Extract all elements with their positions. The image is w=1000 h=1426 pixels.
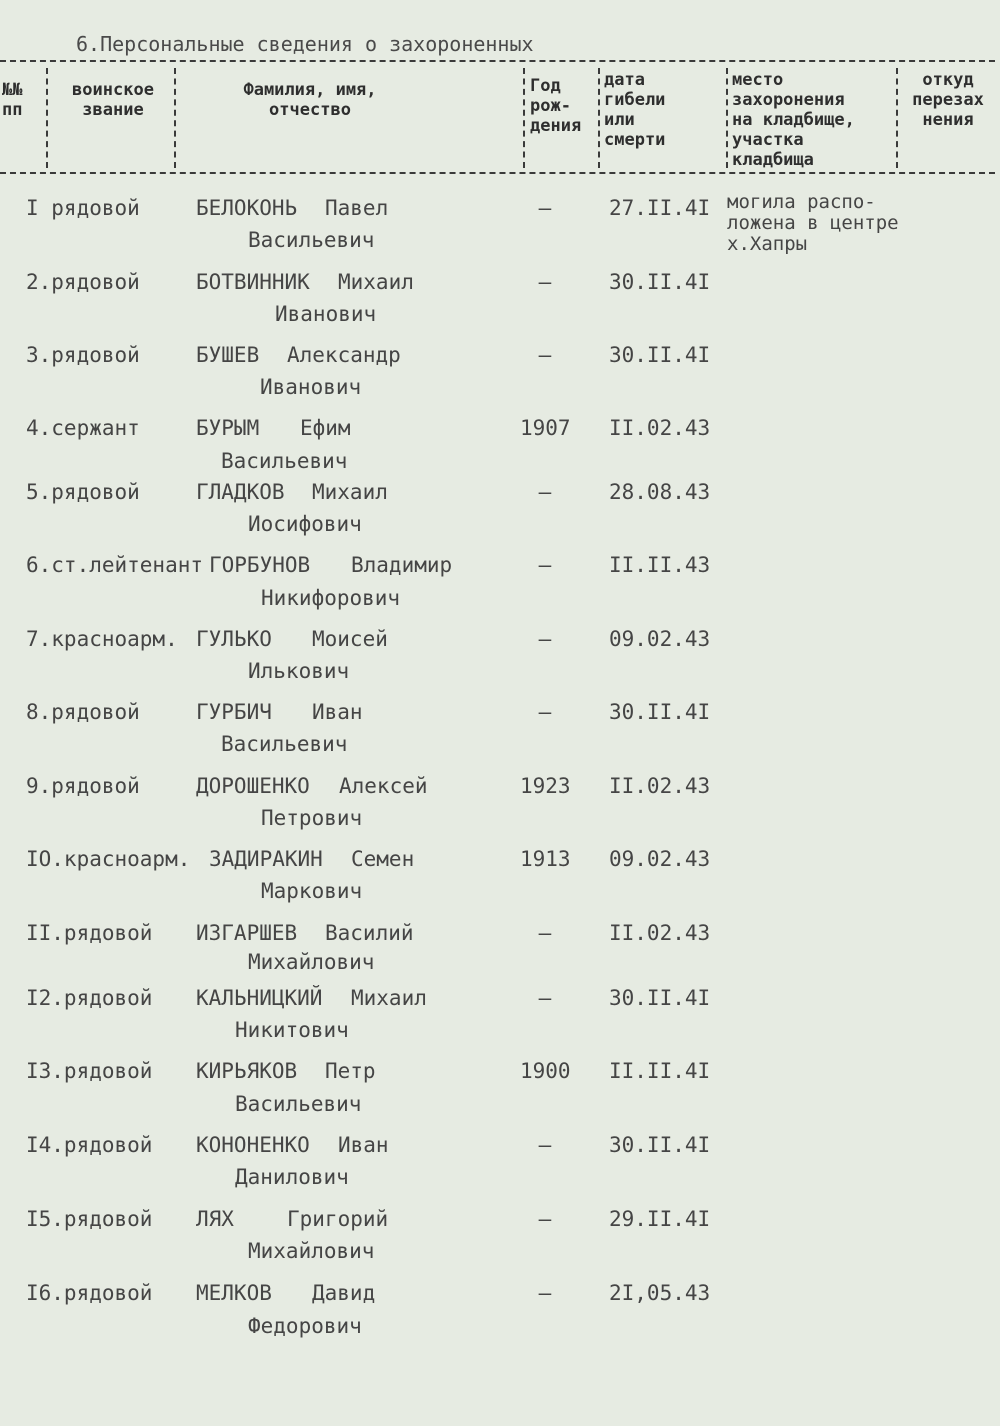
record-death-date: 30.II.4I [609,343,711,367]
record-surname: ДОРОШЕНКО [196,774,310,798]
record-death-date: II.II.43 [609,553,711,577]
record-birth-year: 1900 [520,1059,571,1083]
record-surname: ГУЛЬКО [196,627,272,651]
section-title: 6.Персональные сведения о захороненных [76,32,534,56]
header-name: Фамилия, имя, отчество [243,80,377,120]
record-death-date: II.02.43 [609,921,711,945]
record-death-date: II.02.43 [609,774,711,798]
record-surname: КАЛЬНИЦКИЙ [196,986,323,1010]
record-birth-year: – [538,553,552,577]
record-number-rank: I5.рядовой [26,1207,153,1231]
record-first-name: Василий [325,921,414,945]
record-number-rank: 3.рядовой [26,343,140,367]
record-first-name: Михаил [338,270,414,294]
record-death-date: 09.02.43 [609,847,711,871]
header-death-date: дата гибели или смерти [604,70,666,150]
column-separator [726,68,728,168]
record-number-rank: I4.рядовой [26,1133,153,1157]
record-birth-year: – [538,921,552,945]
record-death-date: 30.II.4I [609,270,711,294]
record-patronymic: Никифорович [261,586,401,610]
record-number-rank: 8.рядовой [26,700,140,724]
record-surname: ЛЯХ [196,1207,234,1231]
record-number-rank: II.рядовой [26,921,153,945]
record-patronymic: Васильевич [221,732,348,756]
record-patronymic: Федорович [248,1314,362,1338]
record-number-rank: I2.рядовой [26,986,153,1010]
record-first-name: Павел [325,196,389,220]
header-rank: воинское звание [72,80,154,120]
record-death-date: 27.II.4I [609,196,711,220]
record-birth-year: 1907 [520,416,571,440]
record-death-date: II.02.43 [609,416,711,440]
record-patronymic: Иванович [260,375,362,399]
header-reburied-from: откуд перезах нения [912,70,984,130]
record-patronymic: Васильевич [235,1092,362,1116]
record-patronymic: Маркович [261,879,363,903]
column-separator [46,68,48,168]
record-surname: БОТВИННИК [196,270,310,294]
record-birth-year: – [538,343,552,367]
column-separator [174,68,176,168]
record-death-date: 2I,05.43 [609,1281,711,1305]
record-first-name: Иван [338,1133,389,1157]
record-first-name: Давид [312,1281,376,1305]
record-number-rank: I6.рядовой [26,1281,153,1305]
column-separator [896,68,898,168]
record-first-name: Петр [325,1059,376,1083]
record-first-name: Владимир [351,553,453,577]
record-patronymic: Иосифович [248,512,362,536]
record-patronymic: Иванович [275,302,377,326]
record-number-rank: I3.рядовой [26,1059,153,1083]
record-birth-year: – [538,196,552,220]
record-patronymic: Михайлович [248,1239,375,1263]
record-birth-year: 1923 [520,774,571,798]
record-number-rank: 9.рядовой [26,774,140,798]
record-patronymic: Михайлович [248,950,375,974]
record-surname: ГЛАДКОВ [196,480,285,504]
record-patronymic: Васильевич [248,228,375,252]
record-surname: МЕЛКОВ [196,1281,272,1305]
record-death-date: 28.08.43 [609,480,711,504]
header-burial-place: место захоронения на кладбище, участка кладбища [732,70,855,170]
record-first-name: Моисей [312,627,388,651]
record-number-rank: 6.ст.лейтенант [26,553,204,577]
record-surname: БУРЫМ [196,416,260,440]
record-first-name: Михаил [312,480,388,504]
record-birth-year: – [538,480,552,504]
record-number-rank: IO.красноарм. [26,847,191,871]
record-death-date: 30.II.4I [609,986,711,1010]
record-first-name: Ефим [300,416,351,440]
record-number-rank: 5.рядовой [26,480,140,504]
record-birth-year: – [538,270,552,294]
record-first-name: Михаил [351,986,427,1010]
record-patronymic: Данилович [235,1165,349,1189]
record-birth-year: – [538,1207,552,1231]
record-surname: ЗАДИРАКИН [209,847,323,871]
record-birth-year: – [538,627,552,651]
record-death-date: 30.II.4I [609,700,711,724]
record-birth-year: – [538,986,552,1010]
record-death-date: 29.II.4I [609,1207,711,1231]
record-surname: КИРЬЯКОВ [196,1059,298,1083]
record-number-rank: 2.рядовой [26,270,140,294]
record-surname: ИЗГАРШЕВ [196,921,298,945]
record-surname: КОНОНЕНКО [196,1133,310,1157]
record-death-date: 30.II.4I [609,1133,711,1157]
record-first-name: Семен [351,847,415,871]
record-death-date: II.II.4I [609,1059,711,1083]
record-birth-year: 1913 [520,847,571,871]
record-surname: БЕЛОКОНЬ [196,196,298,220]
record-birth-year: – [538,1133,552,1157]
burial-place-note: могила распо- ложена в центре х.Хапры [727,191,899,255]
column-separator [523,68,525,168]
record-number-rank: 4.сержант [26,416,140,440]
header-num: №№ пп [2,80,23,120]
record-patronymic: Васильевич [221,449,348,473]
record-patronymic: Никитович [235,1018,349,1042]
record-number-rank: 7.красноарм. [26,627,178,651]
record-first-name: Александр [287,343,401,367]
record-surname: ГОРБУНОВ [209,553,311,577]
record-birth-year: – [538,1281,552,1305]
column-separator [598,68,600,168]
record-surname: ГУРБИЧ [196,700,272,724]
record-death-date: 09.02.43 [609,627,711,651]
record-first-name: Алексей [339,774,428,798]
record-first-name: Григорий [287,1207,389,1231]
record-number-rank: I рядовой [26,196,140,220]
header-top-rule [0,60,995,62]
header-bottom-rule [0,172,995,174]
record-first-name: Иван [312,700,363,724]
header-birth-year: Год рож- дения [530,76,582,136]
record-birth-year: – [538,700,552,724]
record-patronymic: Петрович [261,806,363,830]
record-surname: БУШЕВ [196,343,260,367]
record-patronymic: Илькович [248,659,350,683]
